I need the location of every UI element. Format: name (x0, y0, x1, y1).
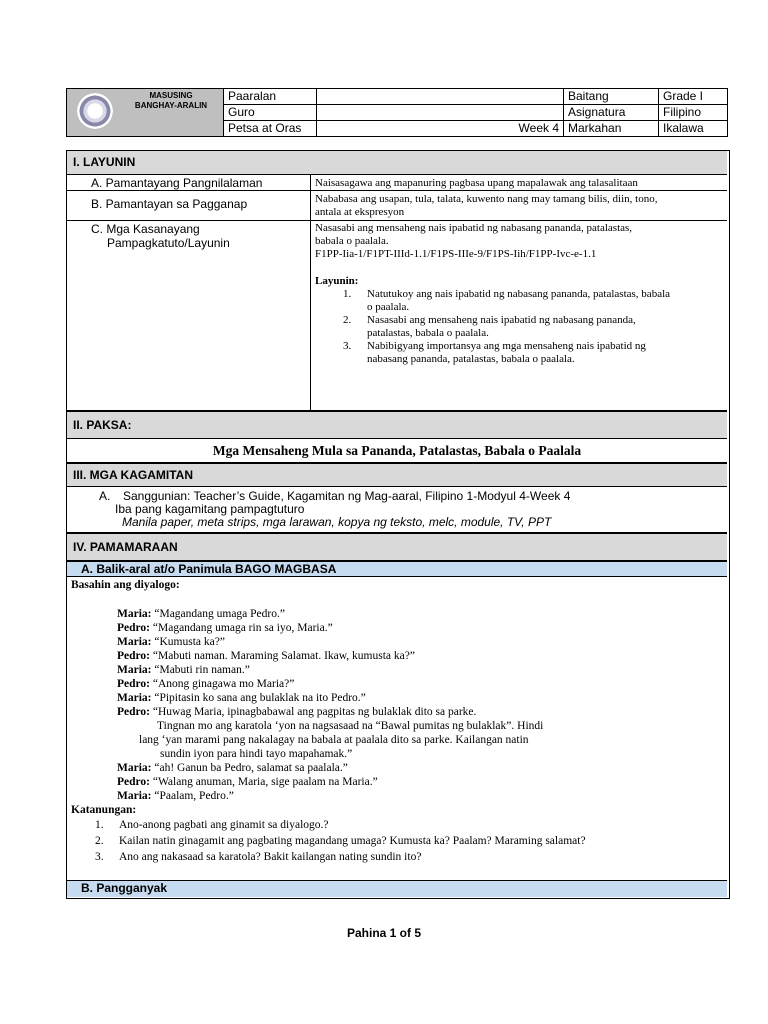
question-item (95, 834, 586, 850)
row-kasanayang-pampagkatuto (67, 221, 727, 411)
dialogue-continuation-1: Tingnan mo ang karatola ‘yon na nagsasaad na “Bawal pumitas ng bulaklak”. Hindi (157, 720, 544, 732)
speaker-name: Pedro: (117, 650, 151, 662)
text-pagganap (315, 193, 725, 219)
logo-text (121, 91, 221, 111)
logo-line-2: BANGHAY-ARALIN (134, 101, 208, 110)
label-pangnilalaman: A. Pamantayang Pangnilalaman (67, 175, 311, 190)
value-paaralan (317, 89, 564, 105)
question-text: Ano-anong pagbati ang ginamit sa diyalogo.? (119, 819, 329, 831)
kasanayang-text-1: Nasasabi ang mensaheng nais ipabatid ng nabasang pananda, patalastas, (315, 222, 633, 234)
text-kasanayang (315, 222, 725, 366)
speaker-name: Pedro: (117, 706, 151, 718)
dialogue-line (117, 761, 378, 775)
label-pagganap: B. Pamantayan sa Pagganap (67, 191, 311, 220)
label-guro: Guro (224, 105, 317, 121)
dialogue-text: “Kumusta ka?” (151, 636, 225, 648)
dialogue-line (117, 663, 476, 677)
kagamitan-sanggunian: Sanggunian: Teacher’s Guide, Kagamitan ng Mag-aaral, Filipino 1-Modyul 4-Week 4 (123, 489, 571, 503)
label-asignatura: Asignatura (564, 105, 659, 121)
section-kagamitan-heading: III. MGA KAGAMITAN (67, 463, 727, 487)
kasanayang-line-2: Pampagkatuto/Layunin (107, 236, 230, 250)
dialogue-line (117, 621, 476, 635)
dialogue-text: “Paalam, Pedro.” (151, 790, 234, 802)
dialogue-text: “Pipitasin ko sana ang bulaklak na ito Pedro.” (151, 692, 366, 704)
label-kasanayang (67, 221, 311, 410)
label-paaralan: Paaralan (224, 89, 317, 105)
dialogue-area (67, 577, 727, 879)
value-baitang: Grade I (659, 89, 728, 105)
subsection-pangganyak: B. Pangganyak (67, 880, 727, 897)
kagamitan-line-2: Iba pang kagamitang pampagtuturo (115, 502, 305, 516)
objective-line-1: Natutukoy ang nais ipabatid ng nabasang pananda, patalastas, babala (367, 288, 671, 300)
speaker-name: Maria: (117, 608, 152, 620)
logo-line-1: MASUSING (149, 91, 193, 100)
kagamitan-line-3: Manila paper, meta strips, mga larawan, kopya ng teksto, melc, module, TV, PPT (122, 515, 552, 529)
header-table (66, 88, 728, 137)
lesson-plan-body (66, 150, 730, 899)
dialogue-text: “Walang anuman, Maria, sige paalam na Maria.” (150, 776, 378, 788)
dialogue-intro: Basahin ang diyalogo: (71, 579, 180, 591)
value-asignatura: Filipino (659, 105, 728, 121)
value-petsa: Week 4 (317, 121, 564, 137)
question-number: 1. (95, 819, 104, 831)
dialogue-line (117, 705, 476, 719)
deped-seal-icon (77, 93, 113, 129)
speaker-name: Pedro: (117, 776, 151, 788)
logo-cell (67, 89, 224, 137)
dialogue-lines-2 (117, 761, 378, 803)
dialogue-line (117, 691, 476, 705)
dialogue-continuation-3: sundin iyon para hindi tayo mapahamak.” (160, 748, 353, 760)
text-pangnilalaman: Naisasagawa ang mapanuring pagbasa upang mapalawak ang talasalitaan (315, 177, 638, 189)
speaker-name: Maria: (117, 692, 152, 704)
objective-number: 2. (343, 314, 352, 326)
objective-line-1: Nasasabi ang mensaheng nais ipabatid ng nabasang pananda, (367, 314, 636, 326)
dialogue-line (117, 775, 378, 789)
objective-line-2: nabasang pananda, patalastas, babala o paalala. (367, 353, 575, 365)
kagamitan-content (67, 487, 727, 533)
objective-number: 3. (343, 340, 352, 352)
speaker-name: Pedro: (117, 622, 151, 634)
speaker-name: Maria: (117, 636, 152, 648)
objective-line-2: o paalala. (367, 301, 410, 313)
objectives-list (315, 288, 725, 366)
label-petsa: Petsa at Oras (224, 121, 317, 137)
subsection-balik-aral: A. Balik-aral at/o Panimula BAGO MAGBASA (67, 561, 727, 577)
dialogue-text: “Mabuti naman. Maraming Salamat. Ikaw, kumusta ka?” (150, 650, 415, 662)
dialogue-line (117, 649, 476, 663)
dialogue-continuation-2: lang ‘yan marami pang nakalagay na babala at paalala dito sa parke. Kailangan natin (139, 734, 529, 746)
row-pamantayang-pangnilalaman (67, 175, 727, 191)
dialogue-line (117, 677, 476, 691)
objective-line-1: Nabibigyang importansya ang mga mensaheng nais ipabatid ng (367, 340, 646, 352)
speaker-name: Maria: (117, 762, 152, 774)
dialogue-lines (117, 607, 476, 719)
dialogue-line (117, 635, 476, 649)
questions-list (95, 818, 586, 866)
section-layunin-heading: I. LAYUNIN (67, 151, 727, 175)
dialogue-text: “Magandang umaga Pedro.” (151, 608, 285, 620)
question-text: Kailan natin ginagamit ang pagbating magandang umaga? Kumusta ka? Paalam? Maraming salamat? (119, 835, 586, 847)
questions-title: Katanungan: (71, 804, 137, 816)
page-number: Pahina 1 of 5 (346, 926, 422, 940)
objective-number: 1. (343, 288, 352, 300)
dialogue-line (117, 789, 378, 803)
label-baitang: Baitang (564, 89, 659, 105)
dialogue-text: “Huwag Maria, ipinagbabawal ang pagpitas ng bulaklak dito sa parke. (150, 706, 477, 718)
value-guro (317, 105, 564, 121)
objective-item (315, 340, 725, 366)
paksa-title: Mga Mensaheng Mula sa Pananda, Patalastas, Babala o Paalala (67, 439, 727, 463)
section-pamamaraan-heading: IV. PAMAMARAAN (67, 533, 727, 561)
dialogue-line (117, 607, 476, 621)
kagamitan-line-1-number: A. (99, 489, 111, 503)
objective-line-2: patalastas, babala o paalala. (367, 327, 489, 339)
pagganap-line-1: Nababasa ang usapan, tula, talata, kuwento nang may tamang bilis, diin, tono, (315, 193, 658, 205)
kasanayang-text-2: babala o paalala. (315, 235, 389, 247)
speaker-name: Pedro: (117, 678, 151, 690)
question-item (95, 818, 586, 834)
pagganap-line-2: antala at ekspresyon (315, 206, 405, 218)
objective-item (315, 288, 725, 314)
dialogue-text: “Mabuti rin naman.” (151, 664, 250, 676)
question-number: 2. (95, 835, 104, 847)
row-pamantayan-pagganap (67, 191, 727, 221)
label-markahan: Markahan (564, 121, 659, 137)
question-text: Ano ang nakasaad sa karatola? Bakit kailangan nating sundin ito? (119, 851, 422, 863)
dialogue-text: “Anong ginagawa mo Maria?” (150, 678, 295, 690)
speaker-name: Maria: (117, 790, 152, 802)
value-markahan: Ikalawa (659, 121, 728, 137)
question-item (95, 850, 586, 866)
objective-item (315, 314, 725, 340)
dialogue-text: “Magandang umaga rin sa iyo, Maria.” (150, 622, 333, 634)
melc-codes: F1PP-Iia-1/F1PT-IIId-1.1/F1PS-IIIe-9/F1PS-Iih/F1PP-Ivc-e-1.1 (315, 248, 597, 260)
kasanayang-line-1: C. Mga Kasanayang (91, 222, 200, 236)
section-paksa-heading: II. PAKSA: (67, 411, 727, 439)
objectives-title: Layunin: (315, 275, 359, 287)
question-number: 3. (95, 851, 104, 863)
speaker-name: Maria: (117, 664, 152, 676)
dialogue-text: “ah! Ganun ba Pedro, salamat sa paalala.” (151, 762, 348, 774)
